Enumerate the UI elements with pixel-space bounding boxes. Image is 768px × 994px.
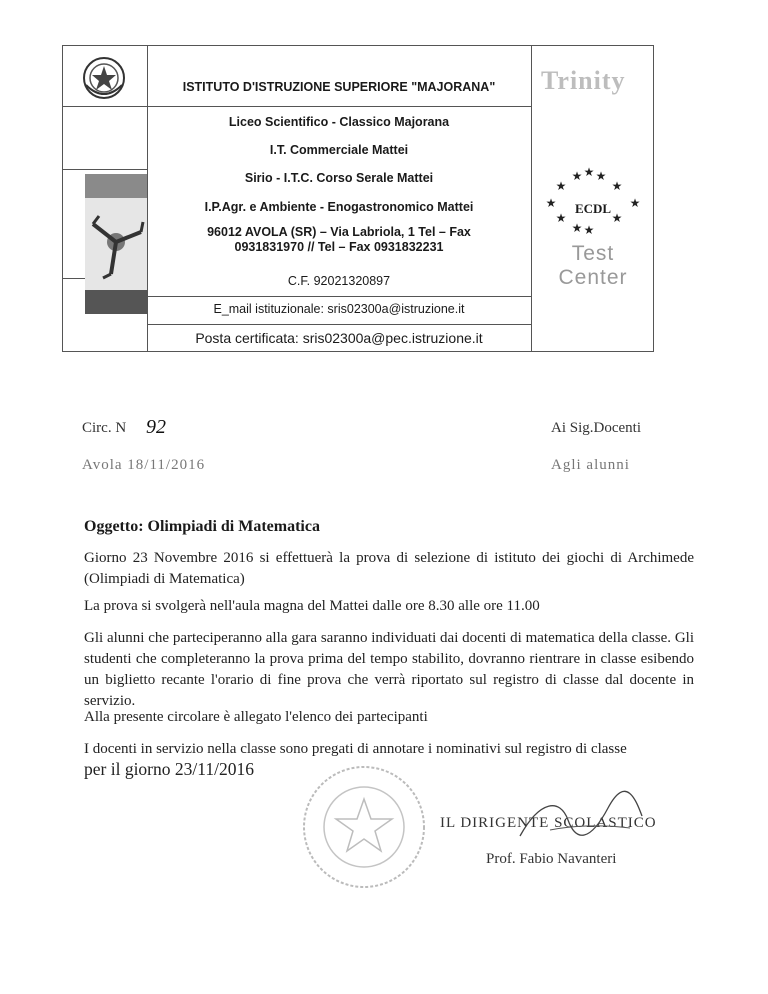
svg-text:★: ★ (555, 179, 567, 193)
svg-text:★: ★ (555, 211, 567, 225)
certified-email: Posta certificata: sris02300a@pec.istruzione.it (195, 330, 483, 346)
place-date: Avola 18/11/2016 (82, 457, 206, 473)
institute-name: ISTITUTO D'ISTRUZIONE SUPERIORE "MAJORANA" (182, 80, 496, 94)
paragraph-2: La prova si svolgerà nell'aula magna del Mattei dalle ore 8.30 alle ore 11.00 (84, 598, 540, 614)
paragraph-1: Giorno 23 Novembre 2016 si effettuerà la prova di selezione di istituto dei giochi di Archimede (Olimpiadi di Matematica) (84, 550, 694, 587)
trinity-logo: Trinity (541, 66, 626, 95)
svg-text:★: ★ (583, 223, 595, 236)
school-line-2: I.T. Commerciale Mattei (269, 143, 409, 157)
institutional-email: E_mail istituzionale: sris02300a@istruzione.it (213, 302, 465, 316)
svg-text:★: ★ (571, 221, 583, 235)
italian-republic-emblem-icon (81, 55, 127, 101)
svg-text:★: ★ (611, 211, 623, 225)
test-center-logo: Test Center (558, 242, 628, 289)
paragraph-4: Alla presente circolare è allegato l'elenco dei partecipanti (84, 709, 428, 725)
address-line-2: 0931831970 // Tel – Fax 0931832231 (234, 240, 444, 254)
recipient-students: Agli alunni (551, 457, 630, 473)
svg-text:★: ★ (571, 169, 583, 183)
circular-number-handwritten: 92 (146, 416, 166, 438)
signature-name: Prof. Fabio Navanteri (486, 851, 617, 867)
letterhead (62, 45, 654, 352)
school-line-4: I.P.Agr. e Ambiente - Enogastronomico Mattei (204, 200, 474, 214)
svg-text:★: ★ (611, 179, 623, 193)
subject: Oggetto: Olimpiadi di Matematica (84, 518, 320, 535)
handwritten-signature (510, 790, 650, 848)
school-stamp-seal (300, 763, 428, 891)
ecdl-text: ECDL (574, 201, 612, 216)
recipient-teachers: Ai Sig.Docenti (551, 420, 641, 436)
paragraph-3: Gli alunni che parteciperanno alla gara saranno individuati dai docenti di matematica della classe. Gli studenti che completeranno la prova prima del tempo stabilito, dovranno rientrare in classe esibendo un biglietto recante l'orario di fine prova che verrà riportato sul registro di classe dal docente in servizio. (84, 630, 694, 709)
fiscal-code: C.F. 92021320897 (287, 274, 391, 288)
school-line-3: Sirio - I.T.C. Corso Serale Mattei (244, 171, 434, 185)
date-line: per il giorno 23/11/2016 (84, 759, 254, 779)
address-line-1: 96012 AVOLA (SR) – Via Labriola, 1 Tel – Fax (207, 225, 471, 239)
svg-text:★: ★ (545, 196, 557, 210)
svg-text:★: ★ (629, 196, 641, 210)
sicily-trinacria-logo (85, 174, 147, 314)
paragraph-5: I docenti in servizio nella classe sono pregati di annotare i nominativi sul registro di classe (84, 741, 627, 757)
circular-number-label: Circ. N (82, 420, 127, 436)
svg-text:★: ★ (583, 166, 595, 179)
signature-title: IL DIRIGENTE SCOLASTICO (440, 815, 657, 831)
svg-text:★: ★ (595, 169, 607, 183)
school-line-1: Liceo Scientifico - Classico Majorana (228, 115, 450, 129)
